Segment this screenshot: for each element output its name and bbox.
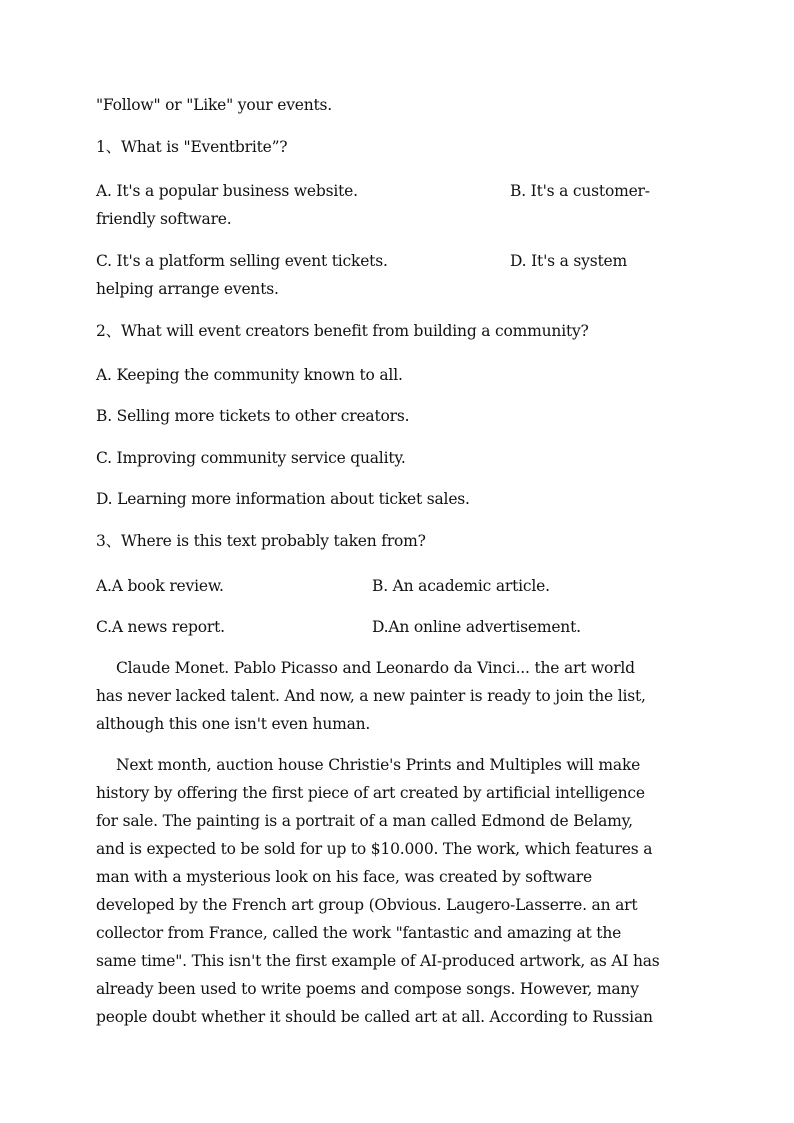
- paragraph-2-line: same time". This isn't the first example of AI-produced artwork, as AI has: [96, 952, 660, 970]
- question-3-stem: 3、Where is this text probably taken from?: [96, 532, 426, 550]
- question-3-option-b: B. An academic article.: [372, 577, 550, 595]
- question-2-option-d: D. Learning more information about ticket sales.: [96, 490, 470, 508]
- question-2-option-a: A. Keeping the community known to all.: [96, 366, 403, 384]
- question-1-stem: 1、What is "Eventbrite”?: [96, 138, 288, 156]
- paragraph-2-line: history by offering the first piece of art created by artificial intelligence: [96, 784, 645, 802]
- paragraph-2-line: people doubt whether it should be called art at all. According to Russian: [96, 1008, 653, 1026]
- paragraph-2-line: collector from France, called the work "fantastic and amazing at the: [96, 924, 622, 942]
- passage-paragraph-2: [96, 751, 696, 1031]
- question-2-option-b: B. Selling more tickets to other creators.: [96, 407, 410, 425]
- question-3-option-c: C.A news report.: [96, 618, 225, 636]
- paragraph-2-line: and is expected to be sold for up to $10.000. The work, which features a: [96, 840, 653, 858]
- question-1-option-b-continued: friendly software.: [96, 210, 232, 228]
- paragraph-2-line: developed by the French art group (Obvious. Laugero-Lasserre. an art: [96, 896, 638, 914]
- paragraph-1-line: Claude Monet. Pablo Picasso and Leonardo da Vinci... the art world: [116, 659, 635, 677]
- question-1-option-d-continued: helping arrange events.: [96, 280, 279, 298]
- question-1-option-c: C. It's a platform selling event tickets.: [96, 252, 388, 270]
- passage-paragraph-1: [96, 654, 696, 738]
- question-3-options-row-1: [96, 572, 696, 600]
- question-3-option-d: D.An online advertisement.: [372, 618, 581, 636]
- lead-line: "Follow" or "Like" your events.: [96, 96, 333, 114]
- question-1-option-a: A. It's a popular business website.: [96, 182, 358, 200]
- paragraph-2-line: man with a mysterious look on his face, was created by software: [96, 868, 592, 886]
- question-1-option-d: D. It's a system: [510, 252, 627, 270]
- paragraph-2-line: Next month, auction house Christie's Prints and Multiples will make: [116, 756, 641, 774]
- paragraph-2-line: already been used to write poems and compose songs. However, many: [96, 980, 639, 998]
- question-1-option-b: B. It's a customer-: [510, 182, 650, 200]
- question-1-options-row-2: [96, 247, 696, 275]
- question-3-options-row-2: [96, 613, 696, 641]
- paragraph-1-line: although this one isn't even human.: [96, 715, 371, 733]
- paragraph-2-line: for sale. The painting is a portrait of a man called Edmond de Belamy,: [96, 812, 633, 830]
- paragraph-1-line: has never lacked talent. And now, a new painter is ready to join the list,: [96, 687, 646, 705]
- question-2-stem: 2、What will event creators benefit from building a community?: [96, 322, 589, 340]
- question-3-option-a: A.A book review.: [96, 577, 224, 595]
- question-1-options-row-1: [96, 177, 696, 205]
- question-2-option-c: C. Improving community service quality.: [96, 449, 406, 467]
